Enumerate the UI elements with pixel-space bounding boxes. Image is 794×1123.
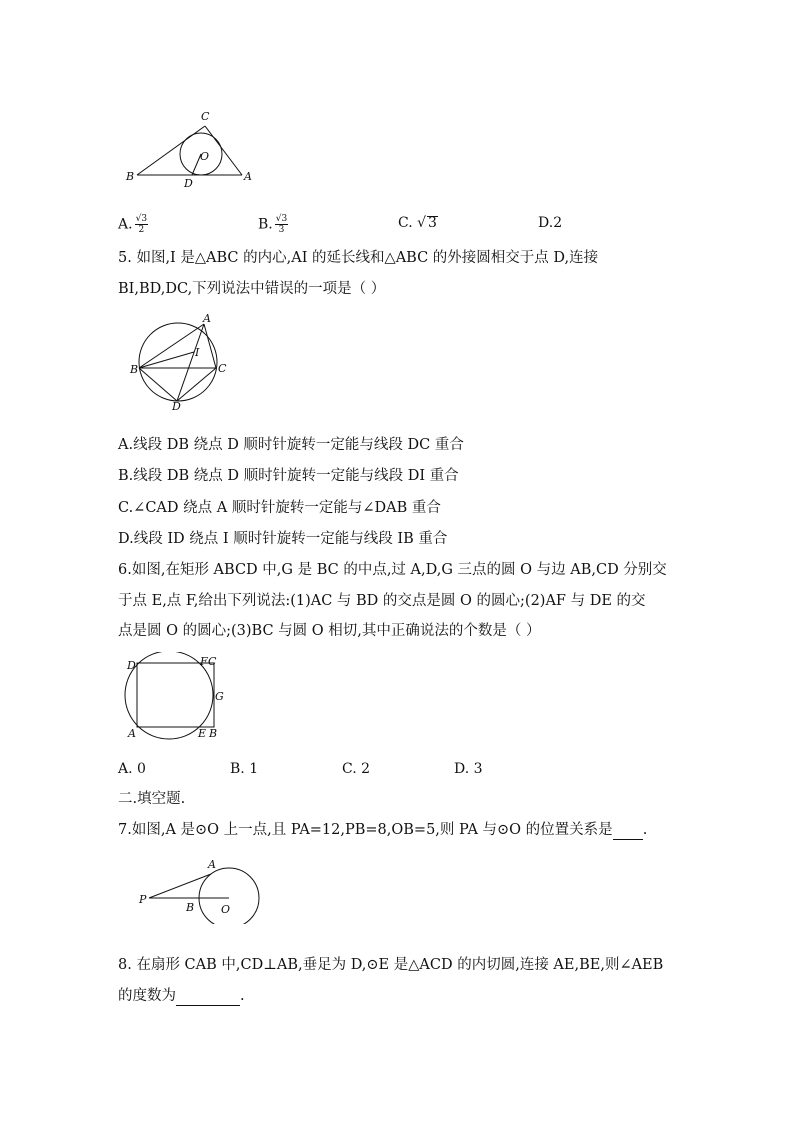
q5-option-d: D.线段 ID 绕点 I 顺时针旋转一定能与线段 IB 重合 xyxy=(118,531,448,547)
section-heading-fill-in: 二.填空题. xyxy=(118,791,186,807)
q6-label-c: C xyxy=(208,655,217,668)
q6-stem-line1: 6.如图,在矩形 ABCD 中,G 是 BC 的中点,过 A,D,G 三点的圆 O 与边 AB,CD 分别交 xyxy=(118,562,667,578)
q6-label-b: B xyxy=(209,727,218,740)
q6-option-a: A. 0 xyxy=(118,761,146,777)
q8-stem-line1: 8. 在扇形 CAB 中,CD⊥AB,垂足为 D,⊙E 是△ACD 的内切圆,连接 AE,BE,则∠AEB xyxy=(118,957,664,973)
q5-label-a: A xyxy=(203,312,211,325)
q6-stem-line2: 于点 E,点 F,给出下列说法:(1)AC 与 BD 的交点是圆 O 的圆心;(2)AF 与 DE 的交 xyxy=(118,593,646,609)
q4-label-b: B xyxy=(126,170,135,183)
q8-answer-blank[interactable] xyxy=(176,987,240,1006)
q5-circumcircle xyxy=(139,323,217,401)
q7-stem: 7.如图,A 是⊙O 上一点,且 PA=12,PB=8,OB=5,则 PA 与⊙O 的位置关系是 . xyxy=(118,822,648,838)
q5-option-c: C.∠CAD 绕点 A 顺时针旋转一定能与∠DAB 重合 xyxy=(118,500,441,516)
q5-label-b: B xyxy=(130,363,139,376)
q7-label-b: B xyxy=(186,901,195,914)
q4-label-o: O xyxy=(200,150,210,163)
q6-rectangle-abcd xyxy=(137,663,214,727)
q5-option-b: B.线段 DB 绕点 D 顺时针旋转一定能与线段 DI 重合 xyxy=(118,468,459,484)
q4-figure xyxy=(120,106,260,192)
q6-label-d: D xyxy=(127,659,136,672)
q4-side-ca xyxy=(205,126,242,175)
q7-figure xyxy=(134,852,264,924)
q5-label-c: C xyxy=(218,362,227,375)
q4-option-c: C. √ 3 xyxy=(398,215,437,231)
q5-seg-bi xyxy=(139,352,194,368)
q7-label-a: A xyxy=(208,858,216,871)
q4-option-b: B. $\frac{√3}{3}$ xyxy=(258,214,288,235)
q6-stem-line3: 点是圆 O 的圆心;(3)BC 与圆 O 相切,其中正确说法的个数是（ ） xyxy=(118,623,541,639)
q4-option-a: A. $\frac{√3}{2}$ xyxy=(118,214,148,235)
q4-label-d: D xyxy=(184,177,193,190)
q7-answer-blank[interactable] xyxy=(613,821,643,840)
q6-label-g: G xyxy=(215,690,224,703)
q6-label-e: E xyxy=(198,727,207,740)
q5-label-d: D xyxy=(172,400,181,412)
q7-label-o: O xyxy=(221,903,231,916)
q6-option-d: D. 3 xyxy=(454,761,483,777)
q4-label-a: A xyxy=(244,170,252,183)
q6-label-a: A xyxy=(128,727,136,740)
q8-stem-line2: 的度数为 . xyxy=(118,988,245,1004)
q5-label-i: I xyxy=(195,346,200,359)
q6-figure xyxy=(124,652,236,746)
q5-stem-line1: 5. 如图,I 是△ABC 的内心,AI 的延长线和△ABC 的外接圆相交于点 D,连接 xyxy=(118,250,599,266)
q5-stem-line2: BI,BD,DC,下列说法中错误的一项是（ ） xyxy=(118,281,386,297)
q6-label-f: F xyxy=(200,655,208,668)
q4-option-d: D.2 xyxy=(538,215,563,231)
q6-option-b: B. 1 xyxy=(230,761,259,777)
q4-label-c: C xyxy=(201,110,210,123)
q7-label-p: P xyxy=(139,893,147,906)
q5-figure xyxy=(128,312,240,412)
q6-option-c: C. 2 xyxy=(342,761,371,777)
q5-seg-ac xyxy=(204,324,216,368)
q5-option-a: A.线段 DB 绕点 D 顺时针旋转一定能与线段 DC 重合 xyxy=(118,437,464,453)
